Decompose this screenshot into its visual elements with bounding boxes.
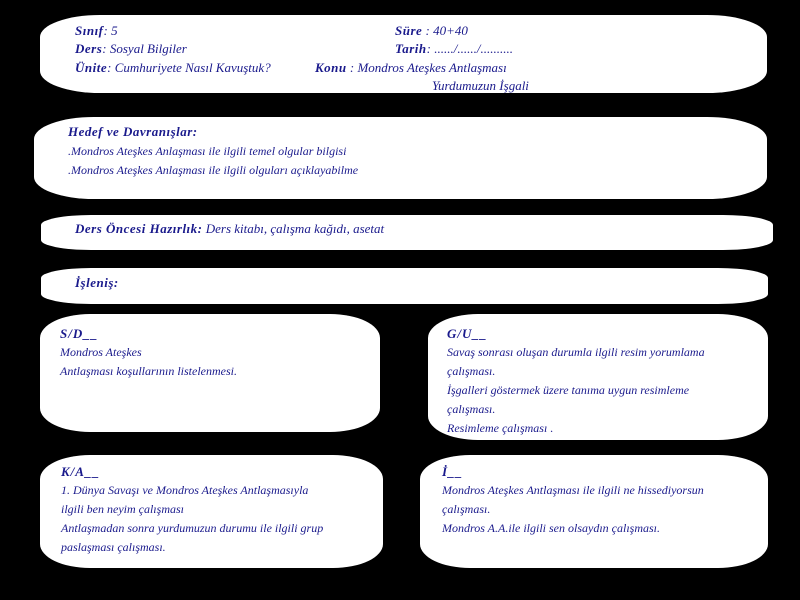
gu-line: çalışması. [447, 364, 496, 378]
i-content [442, 463, 704, 538]
i-line: Mondros Ateşkes Antlaşması ile ilgili ne hissediyorsun [442, 483, 704, 497]
gu-list [447, 343, 705, 438]
topic-row [315, 60, 507, 76]
gu-title: G/U__ [447, 326, 488, 341]
i-box [420, 455, 768, 568]
ka-title: K/A__ [61, 464, 100, 479]
sd-list [60, 343, 237, 381]
i-list [442, 481, 704, 538]
topic-label: Konu [315, 60, 347, 75]
topic-value-line2: Yurdumuzun İşgali [432, 78, 529, 93]
i-title: İ__ [442, 464, 464, 479]
lesson-info-box [40, 15, 767, 93]
ka-line: 1. Dünya Savaşı ve Mondros Ateşkes Antlaşmasıyla [61, 483, 309, 497]
sd-box [40, 314, 380, 432]
sd-line: Antlaşması koşullarının listelenmesi. [60, 364, 237, 378]
gu-line: Savaş sonrası oluşan durumla ilgili resim yorumlama [447, 345, 705, 359]
ka-box [40, 455, 383, 568]
course-row [75, 41, 187, 57]
preparation-label: Ders Öncesi Hazırlık: [75, 221, 203, 236]
duration-row [395, 23, 468, 39]
class-row [75, 23, 118, 39]
preparation-value: Ders kitabı, çalışma kağıdı, asetat [202, 221, 385, 236]
objectives-box [34, 117, 767, 199]
ka-list [61, 481, 323, 557]
objective-item: .Mondros Ateşkes Anlaşması ile ilgili olguları açıklayabilme [68, 163, 359, 177]
sd-content [60, 325, 237, 381]
objectives-list [68, 142, 358, 180]
ka-content [61, 463, 323, 557]
process-box [41, 268, 768, 304]
i-line: çalışması. [442, 502, 491, 516]
objectives-title: Hedef ve Davranışlar: [68, 124, 198, 139]
ka-line: Antlaşmadan sonra yurdumuzun durumu ile ilgili grup [61, 521, 324, 535]
class-value: : 5 [103, 23, 118, 38]
unit-value: : Cumhuriyete Nasıl Kavuştuk? [107, 60, 271, 75]
ka-line: ilgili ben neyim çalışması [61, 502, 184, 516]
course-value: : Sosyal Bilgiler [102, 41, 187, 56]
objective-item: .Mondros Ateşkes Anlaşması ile ilgili temel olgular bilgisi [68, 144, 347, 158]
duration-value: : 40+40 [422, 23, 468, 38]
unit-row [75, 60, 271, 76]
class-label: Sınıf [75, 23, 104, 38]
duration-label: Süre [395, 23, 423, 38]
gu-line: İşgalleri göstermek üzere tanıma uygun resimleme [447, 383, 690, 397]
unit-label: Ünite [75, 60, 108, 75]
process-label: İşleniş: [75, 275, 119, 290]
preparation-row [75, 221, 384, 237]
course-label: Ders [75, 41, 103, 56]
date-label: Tarih [395, 41, 427, 56]
topic-value: : Mondros Ateşkes Antlaşması [346, 60, 507, 75]
gu-line: Resimleme çalışması . [447, 421, 554, 435]
i-line: Mondros A.A.ile ilgili sen olsaydın çalışması. [442, 521, 660, 535]
ka-line: paslaşması çalışması. [61, 540, 166, 554]
gu-line: çalışması. [447, 402, 496, 416]
sd-title: S/D__ [60, 326, 99, 341]
sd-line: Mondros Ateşkes [60, 345, 142, 359]
gu-box [428, 314, 768, 440]
date-row [395, 41, 513, 57]
preparation-box [41, 215, 773, 250]
gu-content [447, 325, 705, 438]
date-value: : ....../....../.......... [426, 41, 513, 56]
